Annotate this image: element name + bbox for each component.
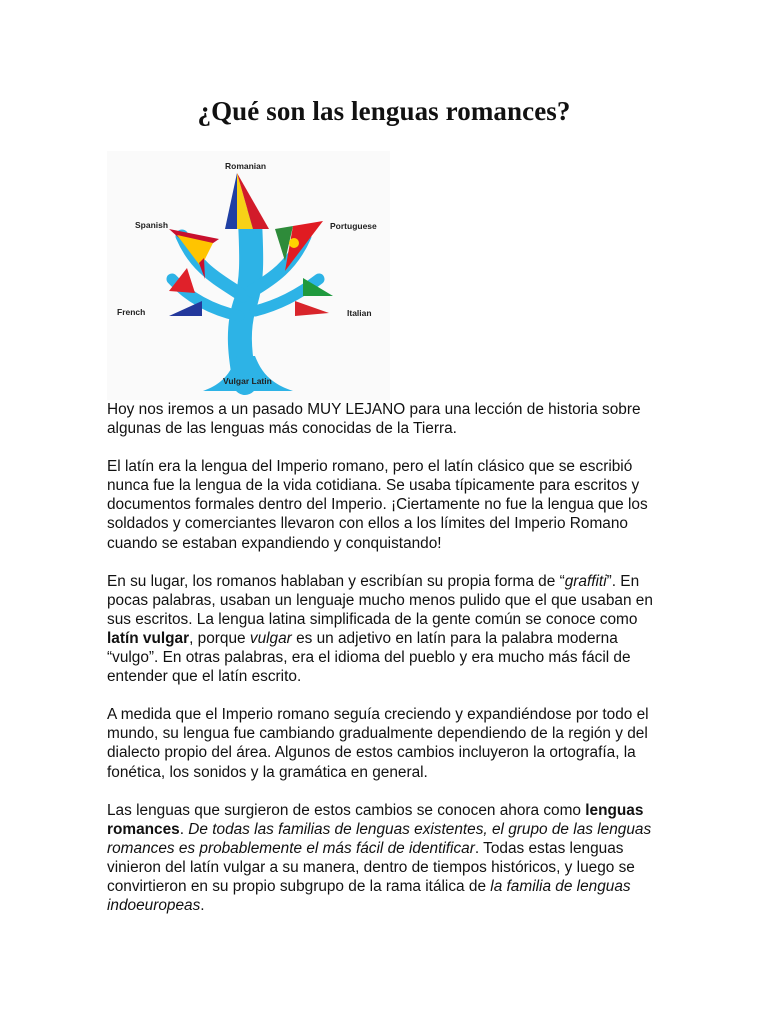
- paragraph-language-change: A medida que el Imperio romano seguía creciendo y expandiéndose por todo el mundo, su lengua fue cambiando gradualmente dependiendo de la región y del dialecto propio del área. Algunos de estos cambios incluyeron la ortografía, la fonética, los sonidos y la gramática en general.: [107, 706, 649, 781]
- flag-french-blue: [169, 301, 202, 316]
- p5-italic-statement: De todas las familias de lenguas existentes, el grupo de las lenguas romances es probablemente el más fácil de identificar: [107, 820, 652, 857]
- label-italian: Italian: [347, 308, 372, 318]
- p3-text-e: , porque: [189, 629, 250, 647]
- romance-languages-tree-figure: [107, 151, 390, 400]
- tree-illustration: [107, 151, 390, 400]
- page-title: ¿Qué son las lenguas romances?: [197, 96, 571, 126]
- p5-text-c: .: [179, 820, 189, 838]
- flag-portuguese-emblem: [289, 238, 299, 248]
- p5-text-g: .: [200, 897, 205, 915]
- graffiti-term: graffiti: [564, 572, 607, 590]
- vulgar-latin-term: latín vulgar: [107, 629, 190, 647]
- p3-text-c: ”. En pocas palabras, usaban un lenguaje mucho menos pulido que el que usaban en sus escritos. La lengua latina simplificada de la gente común se conoce como: [107, 572, 653, 628]
- label-portuguese: Portuguese: [330, 221, 377, 231]
- paragraph-vulgar-latin: [107, 572, 663, 687]
- label-spanish: Spanish: [135, 220, 169, 230]
- article-body: [107, 400, 663, 934]
- paragraph-romance-languages: [107, 801, 663, 916]
- p5-text-a: Las lenguas que surgieron de estos cambios se conocen ahora como: [107, 801, 586, 819]
- vulgar-term: vulgar: [249, 629, 292, 647]
- flag-romanian-blue: [225, 173, 237, 229]
- indo-european-term: la familia de lenguas indoeuropeas: [107, 877, 631, 915]
- label-french: French: [117, 307, 146, 317]
- flag-italian-red: [295, 301, 329, 316]
- paragraph-latin-empire: El latín era la lengua del Imperio romano, pero el latín clásico que se escribió nunca fue la lengua de la vida cotidiana. Se usaba típicamente para escritos y documentos formales dentro del Imperio. ¡Ciertamente no fue la lengua que los soldados y comerciantes llevaron con ellos a los límites del Imperio Romano cuando se estaban expandiendo y conquistando!: [107, 458, 648, 552]
- label-romanian: Romanian: [225, 161, 267, 171]
- romance-languages-term: lenguas romances: [107, 801, 644, 838]
- p3-text-a: En su lugar, los romanos hablaban y escribían su propia forma de “: [107, 572, 565, 590]
- label-vulgar-latin: Vulgar Latin: [223, 376, 272, 386]
- p5-text-e: . Todas estas lenguas vinieron del latín vulgar a su manera, dentro de tiempos históricos, y luego se convirtieron en su propio subgrupo de la rama itálica de: [107, 839, 635, 895]
- paragraph-intro: Hoy nos iremos a un pasado MUY LEJANO para una lección de historia sobre algunas de las lenguas más conocidas de la Tierra.: [107, 401, 641, 438]
- p3-text-g: es un adjetivo en latín para la palabra moderna “vulgo”. En otras palabras, era el idioma del pueblo y era mucho más fácil de entender que el latín escrito.: [107, 629, 631, 686]
